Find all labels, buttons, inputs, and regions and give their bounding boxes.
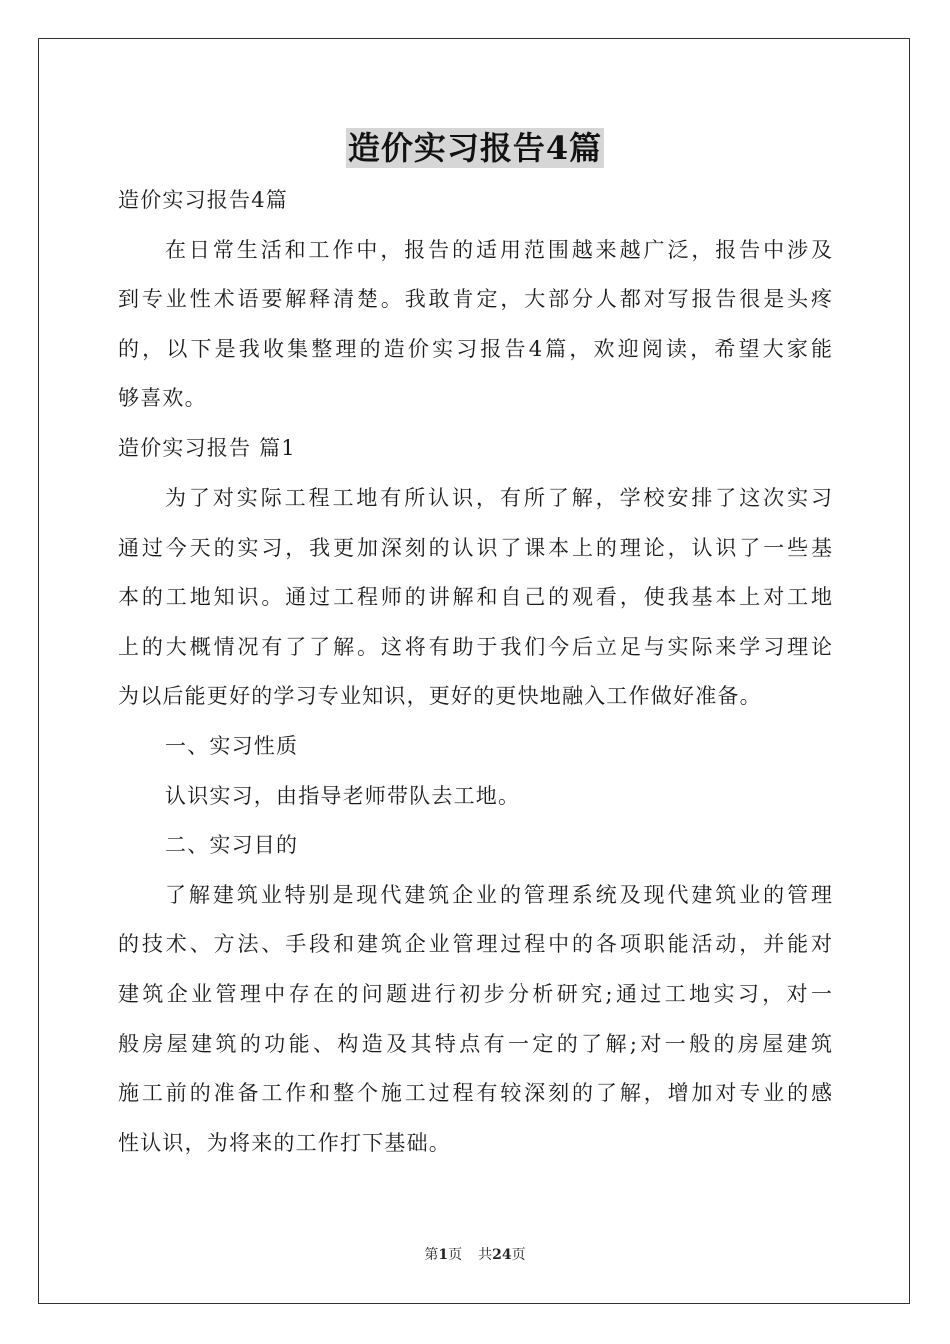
document-subtitle: 造价实习报告4篇 <box>118 188 288 212</box>
item2-paragraph-line: 了解建筑业特别是现代建筑企业的管理系统及现代建筑业的管理 <box>165 883 832 907</box>
total-pages: 24 <box>492 1247 512 1263</box>
intro-line: 够喜欢。 <box>118 386 207 410</box>
section-heading: 造价实习报告 篇1 <box>118 436 296 460</box>
page-footer <box>0 1246 950 1264</box>
document-title: 造价实习报告4篇 <box>347 129 603 167</box>
item2-paragraph-line: 的技术、方法、手段和建筑企业管理过程中的各项职能活动，并能对 <box>118 932 832 956</box>
title-container <box>0 128 950 168</box>
page-suffix: 页 <box>448 1247 463 1263</box>
item1-heading: 一、实习性质 <box>165 734 299 758</box>
item1-text: 认识实习，由指导老师带队去工地。 <box>165 784 521 808</box>
section-paragraph-line: 为了对实际工程工地有所认识，有所了解，学校安排了这次实习 <box>165 486 832 510</box>
page-border <box>38 38 910 1304</box>
total-prefix: 共 <box>478 1247 493 1263</box>
item2-paragraph-line: 施工前的准备工作和整个施工过程有较深刻的了解，增加对专业的感 <box>118 1081 832 1105</box>
intro-line: 的，以下是我收集整理的造价实习报告4篇，欢迎阅读，希望大家能 <box>118 337 832 361</box>
section-paragraph-line: 上的大概情况有了了解。这将有助于我们今后立足与实际来学习理论 <box>118 635 832 659</box>
item2-paragraph-line: 性认识，为将来的工作打下基础。 <box>118 1131 451 1155</box>
page-prefix: 第 <box>424 1247 439 1263</box>
item2-paragraph-line: 般房屋建筑的功能、构造及其特点有一定的了解;对一般的房屋建筑 <box>118 1032 832 1056</box>
page-number: 1 <box>438 1247 449 1263</box>
total-suffix: 页 <box>511 1247 526 1263</box>
intro-line: 在日常生活和工作中，报告的适用范围越来越广泛，报告中涉及 <box>165 238 832 262</box>
section-paragraph-line: 通过今天的实习，我更加深刻的认识了课本上的理论，认识了一些基 <box>118 536 832 560</box>
item2-paragraph-line: 建筑企业管理中存在的问题进行初步分析研究;通过工地实习，对一 <box>118 982 832 1006</box>
section-paragraph-line: 为以后能更好的学习专业知识，更好的更快地融入工作做好准备。 <box>118 684 762 708</box>
section-paragraph-line: 本的工地知识。通过工程师的讲解和自己的观看，使我基本上对工地 <box>118 585 832 609</box>
intro-line: 到专业性术语要解释清楚。我敢肯定，大部分人都对写报告很是头疼 <box>118 287 832 311</box>
item2-heading: 二、实习目的 <box>165 833 299 857</box>
